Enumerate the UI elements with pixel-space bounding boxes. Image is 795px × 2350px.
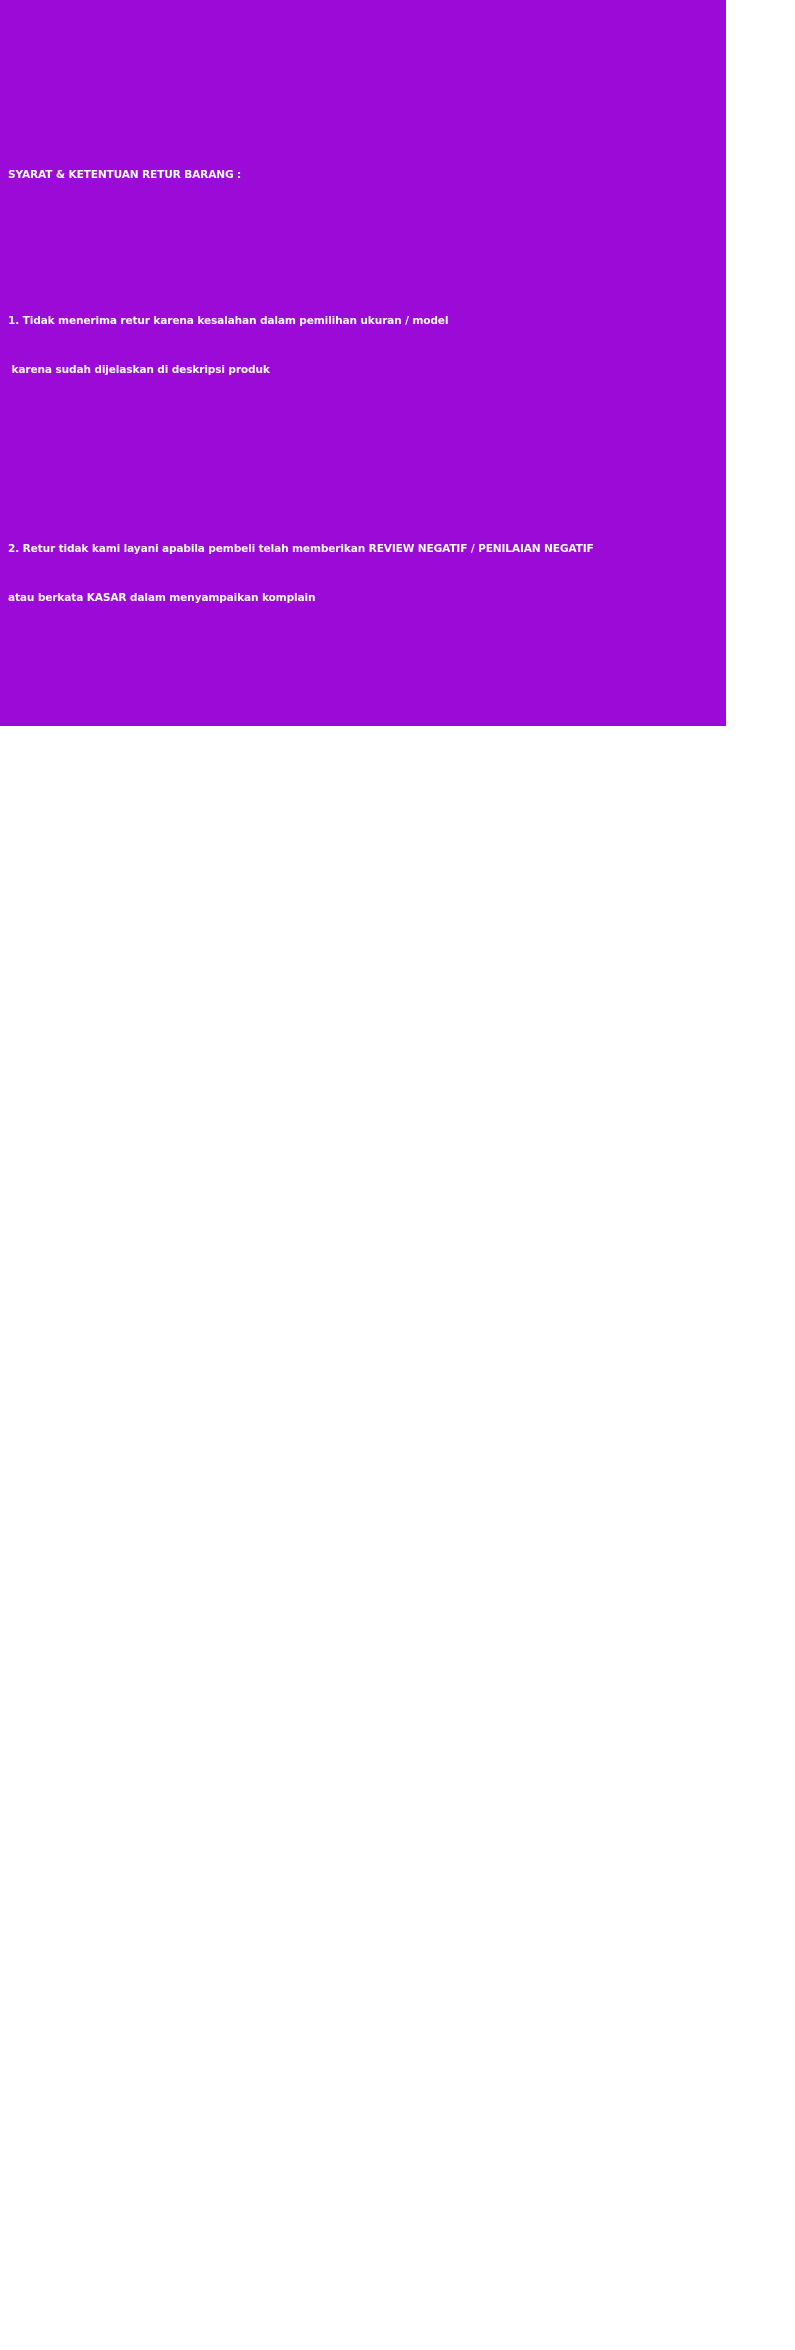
policy-line: 3. WAJIB menyertakan VIDEO UNBOXING PAKET (Tanpa Edit, Cut & packingan awal dari kami dengan jelas xyxy=(8,771,625,784)
policy-item-8 xyxy=(8,1878,726,1959)
policy-item-9 xyxy=(8,2057,757,2138)
spacer xyxy=(8,444,726,460)
spacer xyxy=(8,1356,726,1372)
policy-line: 9. Kami mohon maaf apabila terjadi kelalaian dari pihak kami, tidak ada unsur kesengajaan untuk mengirim barang yang rusak. xyxy=(8,2091,757,2104)
policy-line: 4.Komplain diterima paling lambat 1 x 24 jam setelah barang diterima ( berdasarkan waktu dalam tracking online, BUKAN WAKTU KLA xyxy=(8,999,795,1012)
spacer xyxy=(8,900,726,916)
spacer xyxy=(8,1813,726,1829)
policy-item-1 xyxy=(8,281,726,411)
policy-line: Apabila lebih dari 1 x 24 jam kami tidak menerima komplain apapun, karena dianggap barang sudah pernah dipakai. Barang yang dik xyxy=(8,1048,790,1061)
policy-heading: SYARAT & KETENTUAN RETUR BARANG : xyxy=(8,168,242,181)
policy-item-5 xyxy=(8,1242,783,1323)
spacer xyxy=(8,1584,726,1600)
policy-line: Ongkir ditanggung pihak kami. xyxy=(8,1733,190,1746)
policy-line: sebelum paket dibuka) dan FOTO PAKET awal barang saat diterima (Seperti dengan bubble wrap, kardus, plastik, atau pelindung lain xyxy=(8,820,790,833)
policy-line: 6. Jika retur sudah ACC dari pihak kami, kirimkan kembali barang yang akan diretur ke alamat kami dengan packingan yg rapih & kir xyxy=(8,1456,785,1469)
policy-line: 07. Jika paket yang diretur telah kami terima, kami akan kirimkan produk yang sudah sesuai dengan pesanan pembeli. xyxy=(8,1684,704,1697)
policy-line: karena sudah dijelaskan di deskripsi produk xyxy=(8,364,270,377)
policy-line: 5. Sampaikan komplain melalui chat kami. Kami TIDAK melayani komplain via diskusi / ulasan / live. Mohon untuk saling menghargai xyxy=(8,1276,783,1289)
policy-line: 2. Retur tidak kami layani apabila pembeli telah memberikan REVIEW NEGATIF / PENILAIAN NEGATIF xyxy=(8,543,594,556)
spacer xyxy=(8,1992,726,2008)
return-policy-text xyxy=(8,134,795,2350)
spacer xyxy=(8,672,726,688)
policy-line: 10. Jika syarat video & ketentuan yang kami minta tidak sesuai maka kami tidak akan memproses retur. xyxy=(8,2270,617,2283)
policy-item-7 xyxy=(8,1650,726,1780)
policy-item-2 xyxy=(8,509,726,639)
policy-item-10 xyxy=(8,2236,726,2317)
policy-line: atau berkata KASAR dalam menyampaikan komplain xyxy=(8,592,316,605)
spacer xyxy=(8,1177,726,1193)
policy-line: TIDAK boleh dipakai / dicoba. Apabila barang sudah dipakai / dicoba, kami TIDAK akan memproses komplain Anda xyxy=(8,1097,675,1110)
spacer xyxy=(8,215,726,231)
spacer xyxy=(8,2171,726,2187)
policy-item-6 xyxy=(8,1421,785,1551)
policy-line: bukti resi paketnya ke Chat kami (batas waktu kirim 1x24 jam dari ACC retur). xyxy=(8,1504,466,1517)
policy-line: 8. Mohon sabar dan tidak melakukan SPAM. xyxy=(8,1912,265,1925)
policy-line: 1. Tidak menerima retur karena kesalahan dalam pemilihan ukuran / model xyxy=(8,315,449,328)
policy-item-4 xyxy=(8,965,795,1144)
policy-item-3 xyxy=(8,737,790,867)
